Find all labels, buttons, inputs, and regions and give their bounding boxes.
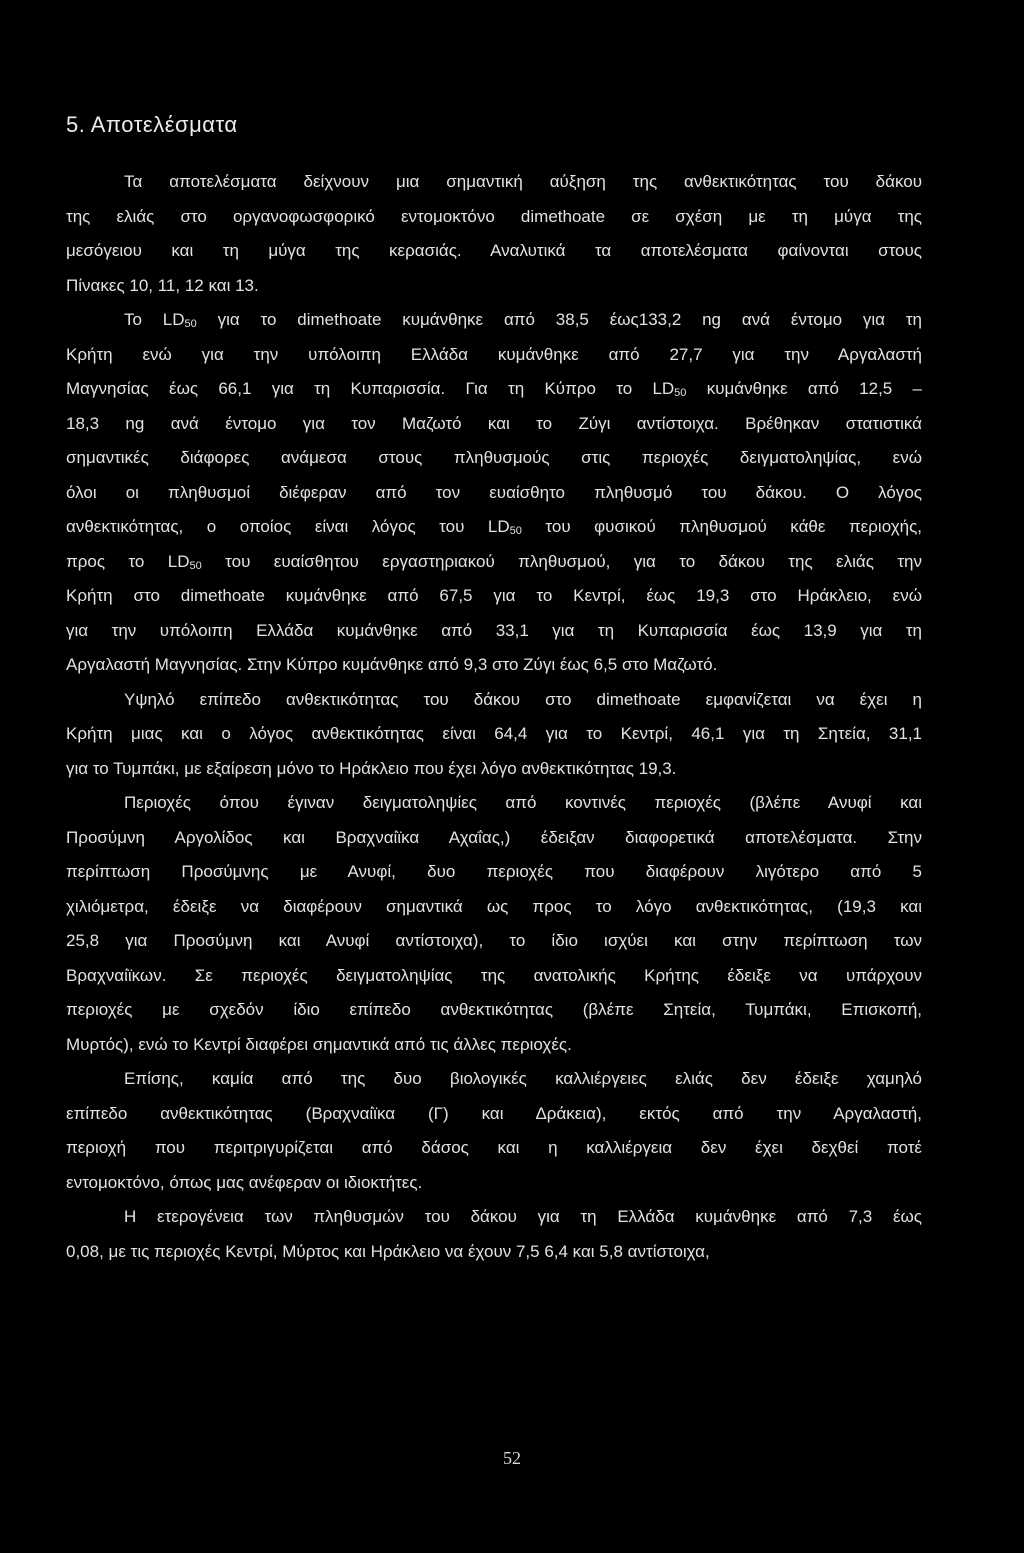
text-line: όλοι οι πληθυσμοί διέφεραν από τον ευαίσθητο πληθυσμό του δάκου. Ο λόγος [66,482,922,502]
text-line: Βραχναίϊκων. Σε περιοχές δειγματοληψίας της ανατολικής Κρήτης έδειξε να υπάρχουν [66,965,922,985]
text-line: 18,3 ng ανά έντομο για τον Μαζωτό και το Ζύγι αντίστοιχα. Βρέθηκαν στατιστικά [66,413,922,433]
text-line: Επίσης, καμία από της δυο βιολογικές καλλιέργειες ελιάς δεν έδειξε χαμηλό [124,1069,922,1088]
page-number: 52 [503,1448,521,1468]
text-line: της ελιάς στο οργανοφωσφορικό εντομοκτόνο dimethoate σε σχέση με τη μύγα της [66,206,922,226]
text-line: Υψηλό επίπεδο ανθεκτικότητας του δάκου στο dimethoate εμφανίζεται να έχει η [124,689,922,709]
text-line: περιοχές με σχεδόν ίδιο επίπεδο ανθεκτικότητας (βλέπε Σητεία, Τυμπάκι, Επισκοπή, [66,1000,922,1019]
text-line: προς το $LD_{50}$ του ευαίσθητου εργαστηριακού πληθυσμού, για το δάκου της ελιάς την [66,551,922,572]
text-line: επίπεδο ανθεκτικότητας (Βραχναίϊκα (Γ) και Δράκεια), εκτός από την Αργαλαστή, [66,1103,922,1123]
text-line: για το Τυμπάκι, με εξαίρεση μόνο το Ηράκλειο που έχει λόγο ανθεκτικότητας 19,3. [66,758,677,778]
text-line: 0,08, με τις περιοχές Κεντρί, Μύρτος και Ηράκλειο να έχουν 7,5 6,4 και 5,8 αντίστοιχα, [66,1241,710,1261]
text-line: Προσύμνη Αργολίδος και Βραχναίϊκα Αχαΐας,) έδειξαν διαφορετικά αποτελέσματα. Στην [66,827,922,847]
text-line: Περιοχές όπου έγιναν δειγματοληψίες από κοντινές περιοχές (βλέπε Ανυφί και [124,793,922,812]
text-line: εντομοκτόνο, όπως μας ανέφεραν οι ιδιοκτήτες. [66,1172,423,1192]
text-line: μεσόγειου και τη μύγα της κερασιάς. Αναλυτικά τα αποτελέσματα φαίνονται στους [66,241,922,260]
text-line: Κρήτη στο dimethoate κυμάνθηκε από 67,5 για το Κεντρί, έως 19,3 στο Ηράκλειο, ενώ [66,586,922,605]
text-line: Πίνακες 10, 11, 12 και 13. [66,275,259,295]
text-line: 25,8 για Προσύμνη και Ανυφί αντίστοιχα), το ίδιο ισχύει και στην περίπτωση των [66,931,922,950]
text-line: Κρήτη μιας και ο λόγος ανθεκτικότητας είναι 64,4 για το Κεντρί, 46,1 για τη Σητεία, 31,1 [66,724,922,743]
text-line: χιλιόμετρα, έδειξε να διαφέρουν σημαντικά ως προς το λόγο ανθεκτικότητας, (19,3 και [66,896,922,916]
text-line: περίπτωση Προσύμνης με Ανυφί, δυο περιοχές που διαφέρουν λιγότερο από 5 [66,862,922,881]
text-line: Η ετερογένεια των πληθυσμών του δάκου για τη Ελλάδα κυμάνθηκε από 7,3 έως [124,1207,922,1226]
text-line: Μυρτός), ενώ το Κεντρί διαφέρει σημαντικά από τις άλλες περιοχές. [66,1034,572,1054]
text-line: Κρήτη ενώ για την υπόλοιπη Ελλάδα κυμάνθηκε από 27,7 για την Αργαλαστή [66,344,922,364]
text-line: περιοχή που περιτριγυρίζεται από δάσος και η καλλιέργεια δεν έχει δεχθεί ποτέ [66,1138,922,1157]
text-line: ανθεκτικότητας, ο οποίος είναι λόγος του $LD_{50}$ του φυσικού πληθυσμού κάθε περιοχής, [66,517,922,537]
text-line: Τα αποτελέσματα δείχνουν μια σημαντική αύξηση της ανθεκτικότητας του δάκου [124,172,922,191]
text-line: Αργαλαστή Μαγνησίας. Στην Κύπρο κυμάνθηκε από 9,3 στο Ζύγι έως 6,5 στο Μαζωτό. [66,655,718,674]
text-line: για την υπόλοιπη Ελλάδα κυμάνθηκε από 33,1 για τη Κυπαρισσία έως 13,9 για τη [66,620,922,640]
text-line: σημαντικές διάφορες ανάμεσα στους πληθυσμούς στις περιοχές δειγματοληψίας, ενώ [66,448,922,467]
text-line: Μαγνησίας έως 66,1 για τη Κυπαρισσία. Για τη Κύπρο το $LD_{50}$ κυμάνθηκε από 12,5 – [66,379,922,399]
text-line: Το $LD_{50}$ για το dimethoate κυμάνθηκε από 38,5 έως133,2 ng ανά έντομο για τη [124,310,922,330]
section-heading: 5. Αποτελέσματα [66,112,238,137]
body-text [66,165,922,1269]
